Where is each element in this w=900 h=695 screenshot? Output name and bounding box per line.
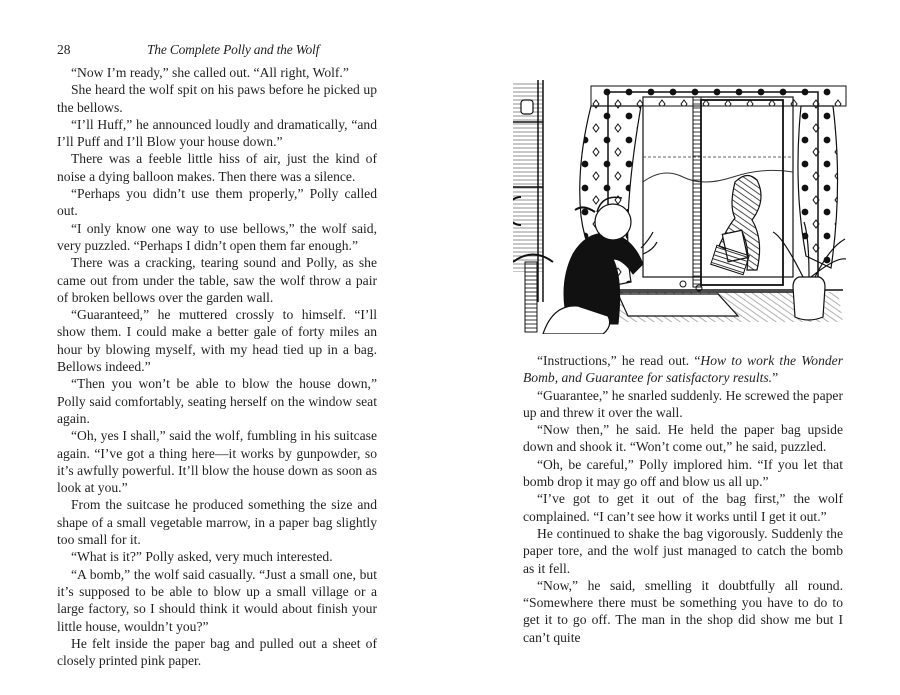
right-body-text — [523, 352, 843, 646]
paragraph: “What is it?” Polly asked, very much interested. — [71, 549, 333, 565]
instructions-close: ” — [772, 370, 779, 386]
paragraph: There was a feeble little hiss of air, just the kind of noise a dying balloon makes. Then there was a silence. — [57, 151, 377, 184]
illustration — [513, 62, 849, 334]
paragraph: “I’ve got to get it out of the bag first,” the wolf complained. “I can’t see how it works until I get it out.” — [523, 491, 843, 524]
paragraph: “I’ll Huff,” he announced loudly and dramatically, “and I’ll Puff and I’ll Blow your house down.” — [57, 116, 377, 150]
paragraph: “Guaranteed,” he muttered crossly to himself. “I’ll show them. I could make a better gale of forty miles an hour by blowing myself, with my head tied up in a bag. Bellows indeed.” — [57, 307, 377, 375]
paragraph-instructions — [523, 352, 843, 387]
paragraph: “I only know one way to use bellows,” the wolf said, very puzzled. “Perhaps I didn’t open them far enough.” — [57, 220, 377, 253]
paragraph: “A bomb,” the wolf said casually. “Just a small one, but it’s supposed to be able to blow up a small village or a large factory, so I should think it would about finish your little house, wouldn’t you?” — [57, 566, 377, 634]
book-title: The Complete Polly and the Wolf — [147, 42, 320, 57]
paragraph: “Now then,” he said. He held the paper bag upside down and shook it. “Won’t come out,” he said, puzzled. — [523, 422, 843, 455]
paragraph: There was a cracking, tearing sound and Polly, as she came out from under the table, saw the wolf throw a pair of broken bellows over the garden wall. — [57, 255, 377, 305]
page-number: 28 — [57, 42, 71, 57]
paragraph: From the suitcase he produced something the size and shape of a small vegetable marrow, in a paper bag slightly too small for it. — [57, 497, 377, 548]
instructions-lead: “Instructions,” he read out. “ — [537, 353, 701, 368]
paragraph: “Oh, be careful,” Polly implored him. “If you let that bomb drop it may go off and blow us all up.” — [523, 456, 843, 490]
paragraph: She heard the wolf spit on his paws before he picked up the bellows. — [57, 82, 377, 115]
instructions-italic: How to work the Wonder Bomb, and Guarantee for satisfactory results. — [523, 353, 843, 386]
paragraph: “Oh, yes I shall,” said the wolf, fumbling in his suitcase again. “I’ve got a thing here—it works by gunpowder, so it’s awfully powerful. It’ll blow the house down as soon as look at you.” — [57, 428, 377, 496]
left-body-text — [57, 64, 377, 669]
paragraph: “Guarantee,” he snarled suddenly. He screwed the paper up and threw it over the wall. — [523, 387, 843, 420]
paragraph: “Perhaps you didn’t use them properly,” Polly called out. — [57, 186, 377, 219]
paragraph: He continued to shake the bag vigorously. Suddenly the paper tore, and the wolf just managed to catch the bomb as it fell. — [523, 525, 843, 576]
paragraph: “Now,” he said, smelling it doubtfully all round. “Somewhere there must be something you have to do to get it to go off. The man in the shop did show me but I can’t quite — [523, 577, 843, 645]
paragraph: “Now I’m ready,” she called out. “All right, Wolf.” — [71, 65, 349, 80]
paragraph: He felt inside the paper bag and pulled out a sheet of closely printed pink paper. — [57, 635, 377, 669]
running-head — [57, 42, 377, 60]
paragraph: “Then you won’t be able to blow the house down,” Polly said comfortably, seating herself on the window seat again. — [57, 376, 377, 426]
